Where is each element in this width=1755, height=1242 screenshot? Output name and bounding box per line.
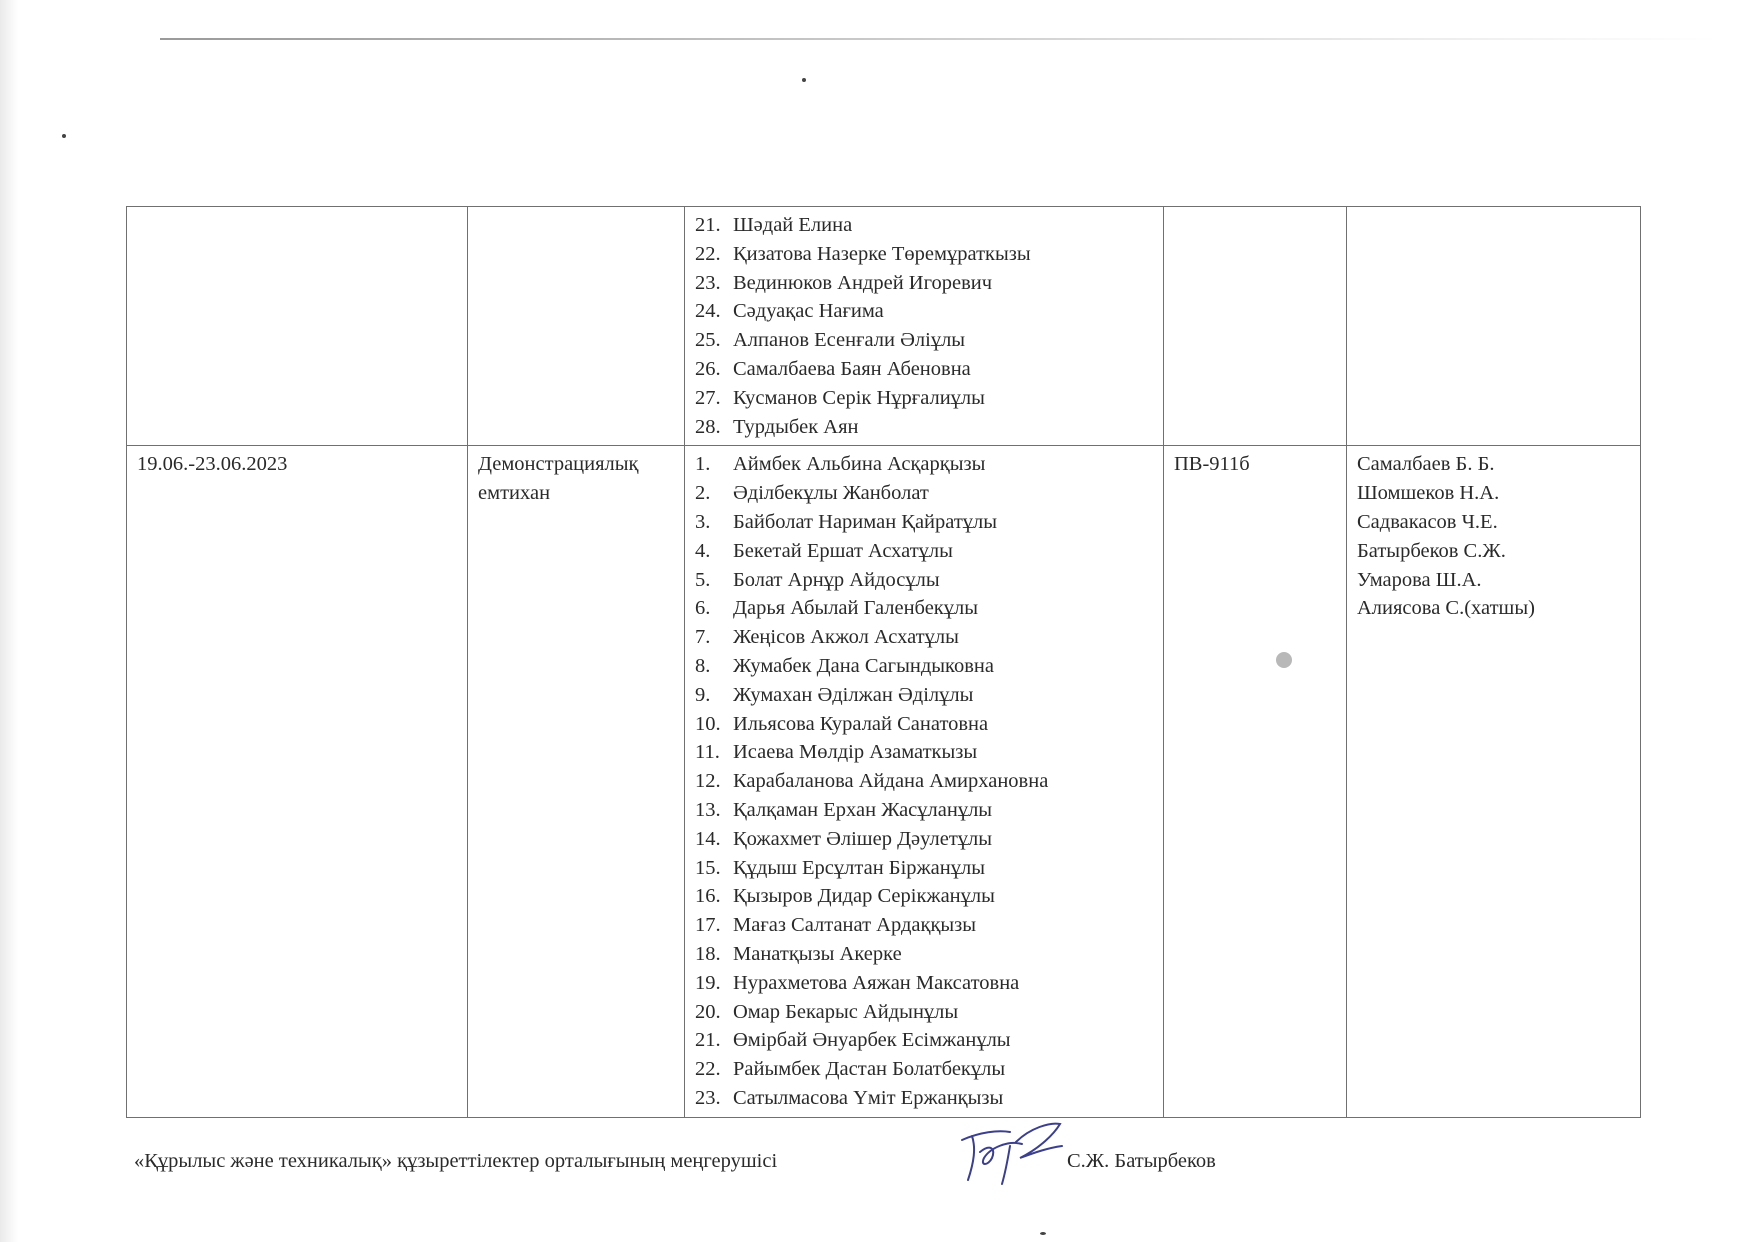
student-list-item	[695, 240, 1153, 269]
student-list-item	[695, 566, 1153, 595]
scan-speck	[62, 134, 66, 138]
student-name: Өмірбай Әнуарбек Есімжанұлы	[733, 1029, 1011, 1052]
student-name: Қожахмет Әлішер Дәулетұлы	[733, 827, 993, 850]
student-name: Жумабек Дана Сагындыковна	[733, 654, 994, 677]
student-number: 10.	[695, 712, 721, 735]
student-number: 14.	[695, 827, 721, 850]
student-number: 21.	[695, 1029, 721, 1052]
student-number: 17.	[695, 914, 721, 937]
table-body	[127, 207, 1641, 1118]
student-list-item	[695, 681, 1153, 710]
student-list-item	[695, 1026, 1153, 1055]
student-number: 23.	[695, 1086, 721, 1109]
commission-list	[1357, 450, 1630, 623]
student-number: 28.	[695, 415, 721, 438]
students-cell	[685, 446, 1164, 1117]
student-number: 9.	[695, 683, 711, 706]
student-name: Құдыш Ерсұлтан Біржанұлы	[733, 856, 985, 879]
scan-edge-shadow	[0, 0, 18, 1242]
commission-member: Умарова Ш.А.	[1357, 568, 1482, 591]
student-list-item	[695, 1055, 1153, 1084]
date-cell: 19.06.-23.06.2023	[127, 446, 468, 1117]
student-number: 19.	[695, 971, 721, 994]
student-name: Райымбек Дастан Болатбекұлы	[733, 1058, 1006, 1081]
student-name: Вединюков Андрей Игоревич	[733, 271, 993, 294]
student-name: Сәдуақас Нағима	[733, 300, 884, 323]
student-list-item	[695, 326, 1153, 355]
student-number: 16.	[695, 885, 721, 908]
date-cell	[127, 207, 468, 446]
exam-type-cell: Демонстрациялық емтихан	[468, 446, 685, 1117]
group-cell: ПВ-911б	[1164, 446, 1347, 1117]
student-list-item	[695, 882, 1153, 911]
student-number: 5.	[695, 568, 711, 591]
scan-top-line	[160, 38, 1720, 40]
student-number: 26.	[695, 357, 721, 380]
student-list	[695, 211, 1153, 441]
student-number: 27.	[695, 386, 721, 409]
student-number: 18.	[695, 942, 721, 965]
student-list-item	[695, 767, 1153, 796]
student-name: Нурахметова Аяжан Максатовна	[733, 971, 1020, 994]
student-list-item	[695, 450, 1153, 479]
commission-cell	[1347, 207, 1641, 446]
student-number: 25.	[695, 329, 721, 352]
student-list-item	[695, 211, 1153, 240]
group-cell	[1164, 207, 1347, 446]
student-number: 3.	[695, 510, 711, 533]
commission-member: Алиясова С.(хатшы)	[1357, 597, 1535, 620]
student-name: Қызыров Дидар Серікжанұлы	[733, 885, 995, 908]
student-list-item	[695, 384, 1153, 413]
student-list-item	[695, 854, 1153, 883]
student-list-item	[695, 738, 1153, 767]
commission-member: Самалбаев Б. Б.	[1357, 453, 1495, 476]
student-name: Алпанов Есенғали Әліұлы	[733, 329, 966, 352]
student-list-item	[695, 623, 1153, 652]
handwritten-signature	[950, 1118, 1070, 1188]
student-name: Исаева Мөлдір Азаматкызы	[733, 741, 978, 764]
student-number: 22.	[695, 1058, 721, 1081]
student-name: Қизатова Назерке Төремұраткызы	[733, 242, 1031, 265]
student-name: Карабаланова Айдана Амирхановна	[733, 770, 1049, 793]
student-name: Турдыбек Аян	[733, 415, 859, 438]
students-cell	[685, 207, 1164, 446]
student-number: 11.	[695, 741, 720, 764]
commission-cell	[1347, 446, 1641, 1117]
student-name: Дарья Абылай Галенбекұлы	[733, 597, 979, 620]
student-name: Жеңісов Акжол Асхатұлы	[733, 626, 959, 649]
student-name: Омар Бекарыс Айдынұлы	[733, 1000, 959, 1023]
student-number: 4.	[695, 539, 711, 562]
exam-schedule-table	[126, 206, 1641, 1118]
footer-position-title: «Құрылыс және техникалық» құзыреттілектер орталығының меңгерушісі	[134, 1150, 778, 1172]
student-name: Сатылмасова Үміт Ержанқызы	[733, 1086, 1004, 1109]
student-list-item	[695, 969, 1153, 998]
student-name: Бекетай Ершат Асхатұлы	[733, 539, 953, 562]
exam-type-cell	[468, 207, 685, 446]
table-row	[127, 446, 1641, 1117]
student-name: Мағаз Салтанат Ардаққызы	[733, 914, 977, 937]
student-name: Кусманов Серік Нұрғалиұлы	[733, 386, 985, 409]
student-list-item	[695, 1084, 1153, 1113]
commission-member: Батырбеков С.Ж.	[1357, 539, 1506, 562]
footer-signatory-name: С.Ж. Батырбеков	[1067, 1150, 1216, 1172]
commission-member: Садвакасов Ч.Е.	[1357, 510, 1498, 533]
student-name: Болат Арнұр Айдосұлы	[733, 568, 940, 591]
student-number: 1.	[695, 453, 711, 476]
student-name: Манатқызы Акерке	[733, 942, 902, 965]
student-number: 6.	[695, 597, 711, 620]
student-name: Самалбаева Баян Абеновна	[733, 357, 971, 380]
scan-speck	[1040, 1232, 1046, 1235]
student-list-item	[695, 998, 1153, 1027]
student-list-item	[695, 297, 1153, 326]
student-list-item	[695, 594, 1153, 623]
student-name: Шәдай Елина	[733, 214, 853, 236]
student-name: Әділбекұлы Жанболат	[733, 482, 929, 505]
commission-member: Шомшеков Н.А.	[1357, 482, 1500, 505]
student-number: 2.	[695, 482, 711, 505]
student-number: 24.	[695, 300, 721, 323]
student-number: 7.	[695, 626, 711, 649]
student-list-item	[695, 508, 1153, 537]
student-list-item	[695, 479, 1153, 508]
student-name: Ильясова Куралай Санатовна	[733, 712, 989, 735]
student-list-item	[695, 652, 1153, 681]
student-list-item	[695, 940, 1153, 969]
student-number: 21.	[695, 214, 721, 236]
student-list-item	[695, 825, 1153, 854]
student-number: 13.	[695, 798, 721, 821]
student-list-item	[695, 796, 1153, 825]
student-number: 22.	[695, 242, 721, 265]
student-number: 15.	[695, 856, 721, 879]
table-row	[127, 207, 1641, 446]
student-list	[695, 450, 1153, 1112]
student-number: 23.	[695, 271, 721, 294]
student-list-item	[695, 911, 1153, 940]
student-number: 8.	[695, 654, 711, 677]
student-name: Аймбек Альбина Асқарқызы	[733, 453, 986, 476]
student-list-item	[695, 355, 1153, 384]
student-name: Қалқаман Ерхан Жасұланұлы	[733, 798, 993, 821]
student-name: Жумахан Әділжан Әділұлы	[733, 683, 974, 706]
student-list-item	[695, 269, 1153, 298]
student-list-item	[695, 537, 1153, 566]
student-number: 12.	[695, 770, 721, 793]
student-list-item	[695, 413, 1153, 442]
student-list-item	[695, 710, 1153, 739]
student-name: Байболат Нариман Қайратұлы	[733, 510, 998, 533]
student-number: 20.	[695, 1000, 721, 1023]
scan-speck	[802, 78, 806, 82]
